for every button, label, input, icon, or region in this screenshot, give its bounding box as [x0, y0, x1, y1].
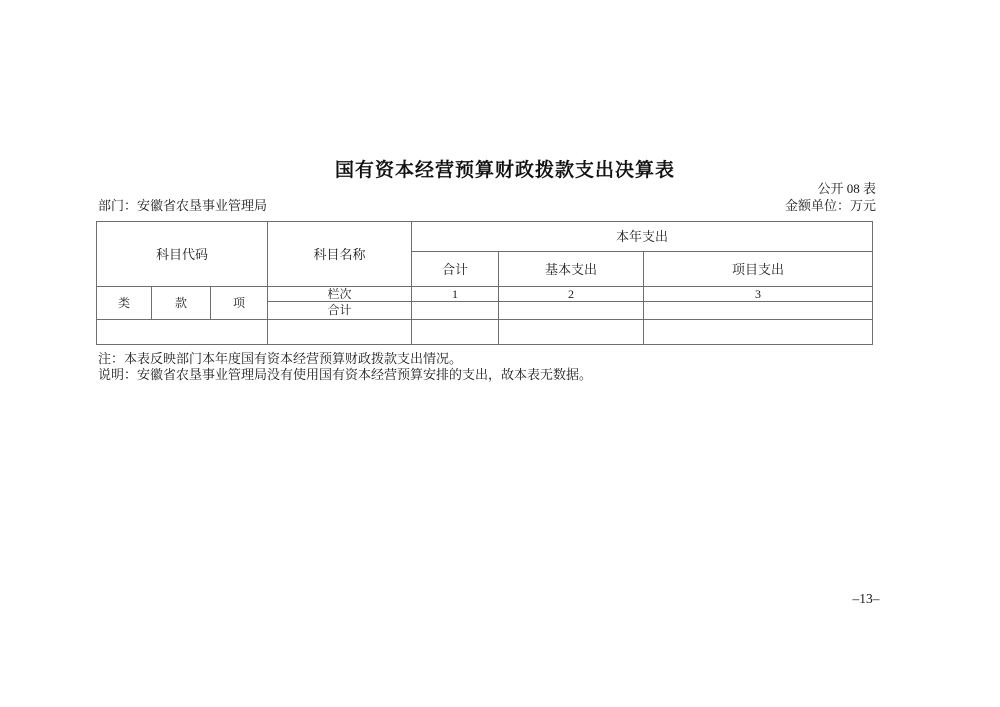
unit-label: 金额单位：万元 [784, 198, 876, 213]
note-line-2: 说明：安徽省农垦事业管理局没有使用国有资本经营预算安排的支出，故本表无数据。 [98, 366, 593, 382]
column-number-2: 2 [499, 287, 644, 302]
header-current-year-expenditure: 本年支出 [412, 222, 873, 252]
table-empty-row [97, 320, 873, 345]
total-row-value-project [644, 302, 873, 320]
column-index-label: 栏次 [268, 287, 412, 302]
empty-row-value-project [644, 320, 873, 345]
header-section: 款 [152, 287, 211, 320]
note-line-1: 注：本表反映部门本年度国有资本经营预算财政拨款支出情况。 [98, 351, 463, 366]
table-header-row-1 [97, 222, 873, 252]
header-category: 类 [97, 287, 152, 320]
total-row-value-total [412, 302, 499, 320]
empty-row-code [97, 320, 268, 345]
department-label: 部门：安徽省农垦事业管理局 [98, 198, 268, 213]
header-basic-expenditure: 基本支出 [499, 252, 644, 287]
header-total: 合计 [412, 252, 499, 287]
column-number-3: 3 [644, 287, 873, 302]
header-project-expenditure: 项目支出 [644, 252, 873, 287]
header-item: 项 [211, 287, 268, 320]
total-row-value-basic [499, 302, 644, 320]
page-title: 国有资本经营预算财政拨款支出决算表 [334, 160, 675, 181]
table-notes [98, 351, 592, 382]
page-number: –13– [852, 591, 880, 606]
empty-row-value-total [412, 320, 499, 345]
table-column-index-row [97, 287, 873, 302]
total-row-name: 合计 [268, 302, 412, 320]
empty-row-name [268, 320, 412, 345]
form-number: 公开 08 表 [817, 181, 876, 196]
column-number-1: 1 [412, 287, 499, 302]
header-subject-code: 科目代码 [97, 222, 268, 287]
empty-row-value-basic [499, 320, 644, 345]
header-subject-name: 科目名称 [268, 222, 412, 287]
meta-row [98, 199, 876, 213]
expenditure-table [96, 221, 873, 345]
